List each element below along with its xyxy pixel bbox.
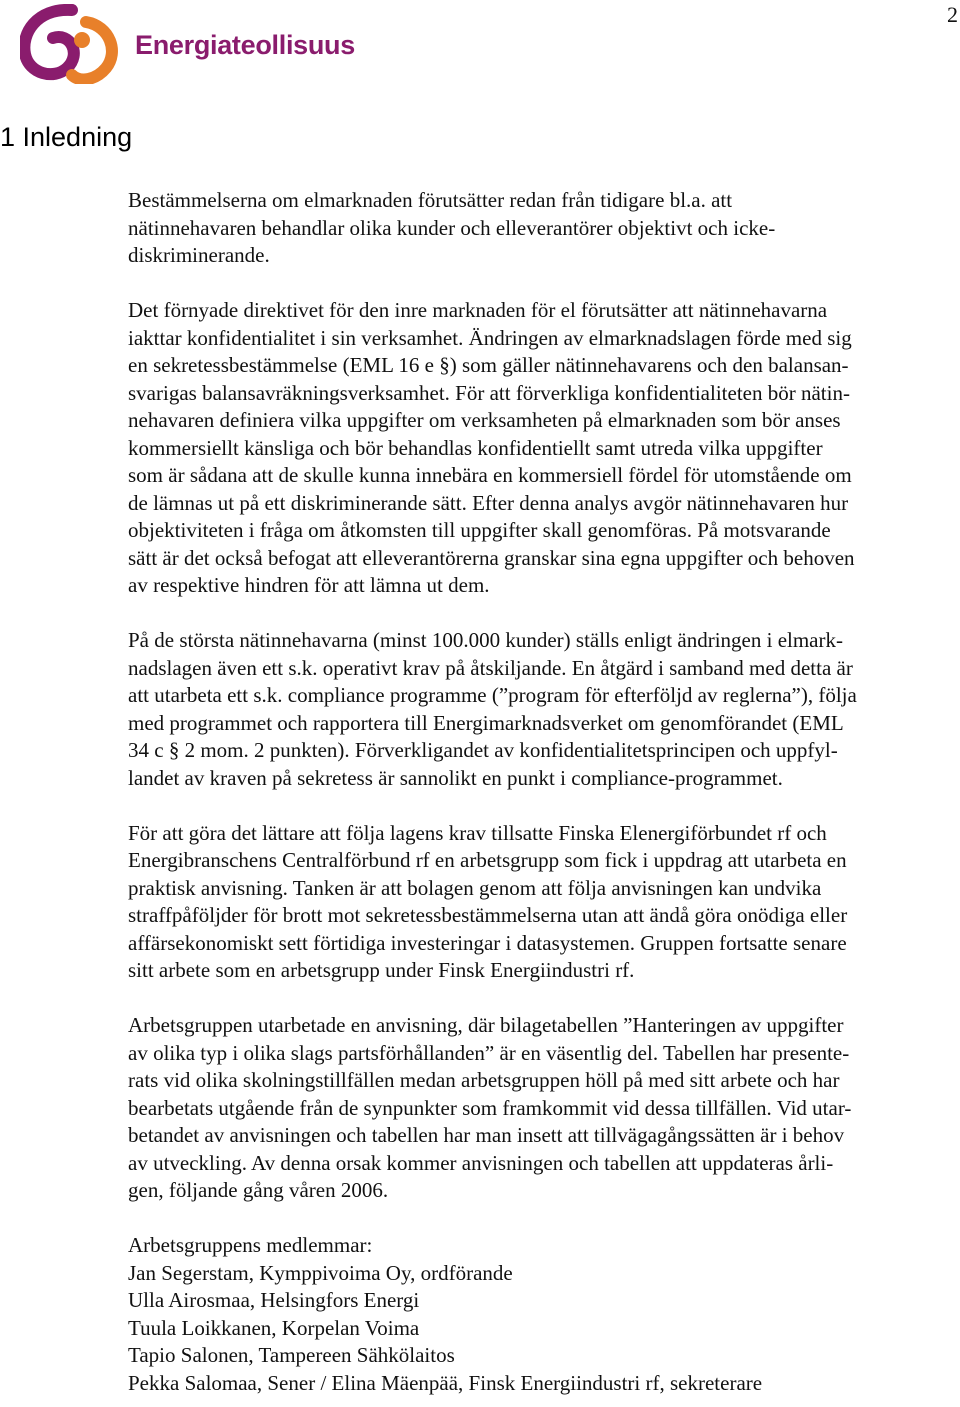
text-line: av utveckling. Av denna orsak kommer anvisningen och tabellen att uppdateras årli-	[128, 1150, 834, 1175]
text-line: nätinnehavaren behandlar olika kunder och elleverantörer objektivt och icke-	[128, 215, 776, 240]
text-line: Energibranschens Centralförbund rf en arbetsgrupp som fick i uppdrag att utarbeta en	[128, 848, 847, 872]
text-line: nadslagen även ett s.k. operativt krav på åtskiljande. En åtgärd i samband med detta är	[128, 655, 853, 680]
text-line: affärsekonomiskt sett förtidiga investeringar i datasystemen. Gruppen fortsatte senare	[128, 930, 847, 955]
member-entry: Tapio Salonen, Tampereen Sähkölaitos	[128, 1343, 455, 1367]
text-line: bearbetats utgående från de synpunkter som framkommit vid dessa tillfällen. Vid utar-	[128, 1095, 852, 1120]
text-line: betandet av anvisningen och tabellen har man insett att tillvägagångssätten är i behov	[128, 1123, 845, 1147]
member-entry: Jan Segerstam, Kymppivoima Oy, ordförande	[128, 1260, 513, 1285]
paragraph-working-group	[128, 820, 960, 985]
page-number: 2	[947, 2, 958, 27]
text-line: Arbetsgruppen utarbetade en anvisning, där bilagetabellen ”Hanteringen av uppgifter	[128, 1013, 844, 1037]
text-line: gen, följande gång våren 2006.	[128, 1178, 389, 1202]
text-line: Bestämmelserna om elmarknaden förutsätter redan från tidigare bl.a. att	[128, 188, 733, 212]
text-line: sätt är det också befogat att elleverantörerna granskar sina egna uppgifter och behoven	[128, 545, 855, 570]
text-line: nehavaren definiera vilka uppgifter om verksamheten på elmarknaden som bör anses	[128, 408, 841, 432]
text-line: som är sådana att de skulle kunna innebära en kommersiell fördel för utomstående om	[128, 463, 852, 487]
section-heading: 1 Inledning	[0, 122, 133, 152]
energiateollisuus-logo	[20, 4, 360, 84]
text-line: För att göra det lättare att följa lagens krav tillsatte Finska Elenergiförbundet rf och	[128, 820, 827, 845]
paragraph-separation	[128, 627, 960, 792]
text-line: av respektive hindren för att lämna ut dem.	[128, 573, 490, 597]
text-line: straffpåföljder för brott mot sekretessbestämmelserna utan att ändå göra onödiga eller	[128, 903, 848, 927]
text-line: att utarbeta ett s.k. compliance programme (”program för efterföljd av reglerna”), följa	[128, 683, 857, 707]
text-line: sitt arbete som en arbetsgrupp under Finsk Energiindustri rf.	[128, 958, 635, 982]
text-line: kommersiellt känsliga och bör behandlas konfidentiellt samt utreda vilka uppgifter	[128, 435, 823, 460]
logo-mark-icon	[20, 4, 120, 84]
member-entry: Ulla Airosmaa, Helsingfors Energi	[128, 1288, 420, 1312]
member-entry: Tuula Loikkanen, Korpelan Voima	[128, 1315, 420, 1340]
text-line: iakttar konfidentialitet i sin verksamhet. Ändringen av elmarknadslagen förde med sig	[128, 325, 852, 350]
paragraph-intro	[128, 187, 960, 270]
text-line: svarigas balansavräkningsverksamhet. För att förverkliga konfidentialiteten bör nätin-	[128, 380, 850, 405]
text-line: med programmet och rapportera till Energimarknadsverket om genomförandet (EML	[128, 710, 844, 735]
text-line: På de största nätinnehavarna (minst 100.000 kunder) ställs enligt ändringen i elmark-	[128, 628, 843, 652]
members-heading: Arbetsgruppens medlemmar:	[128, 1233, 373, 1257]
text-line: diskriminerande.	[128, 243, 270, 267]
text-line: 34 c § 2 mom. 2 punkten). Förverkligandet av konfidentialitetsprincipen och uppfyl-	[128, 738, 838, 762]
text-line: objektiviteten i fråga om åtkomsten till uppgifter skall genomföras. På motsvarande	[128, 518, 831, 542]
text-line: en sekretessbestämmelse (EML 16 e §) som gäller nätinnehavarens och den balansan-	[128, 353, 849, 377]
paragraph-guidance	[128, 1012, 960, 1205]
text-line: rats vid olika skolningstillfällen medan arbetsgruppen höll på med sitt arbete och har	[128, 1068, 840, 1092]
paragraph-members	[128, 1232, 960, 1397]
logo-wordmark: Energiateollisuus	[135, 30, 355, 60]
text-line: de lämnas ut på ett diskriminerande sätt. Efter denna analys avgör nätinnehavaren hur	[128, 490, 849, 515]
paragraph-directive	[128, 297, 960, 600]
member-entry: Pekka Salomaa, Sener / Elina Mäenpää, Finsk Energiindustri rf, sekreterare	[128, 1370, 763, 1395]
text-line: av olika typ i olika slags partsförhållanden” är en väsentlig del. Tabellen har presente-	[128, 1040, 850, 1065]
body-text	[128, 187, 960, 1397]
text-line: Det förnyade direktivet för den inre marknaden för el förutsätter att nätinnehavarna	[128, 298, 828, 322]
text-line: praktisk anvisning. Tanken är att bolagen genom att följa anvisningen kan undvika	[128, 875, 822, 900]
text-line: landet av kraven på sekretess är sannolikt en punkt i compliance-programmet.	[128, 765, 783, 790]
